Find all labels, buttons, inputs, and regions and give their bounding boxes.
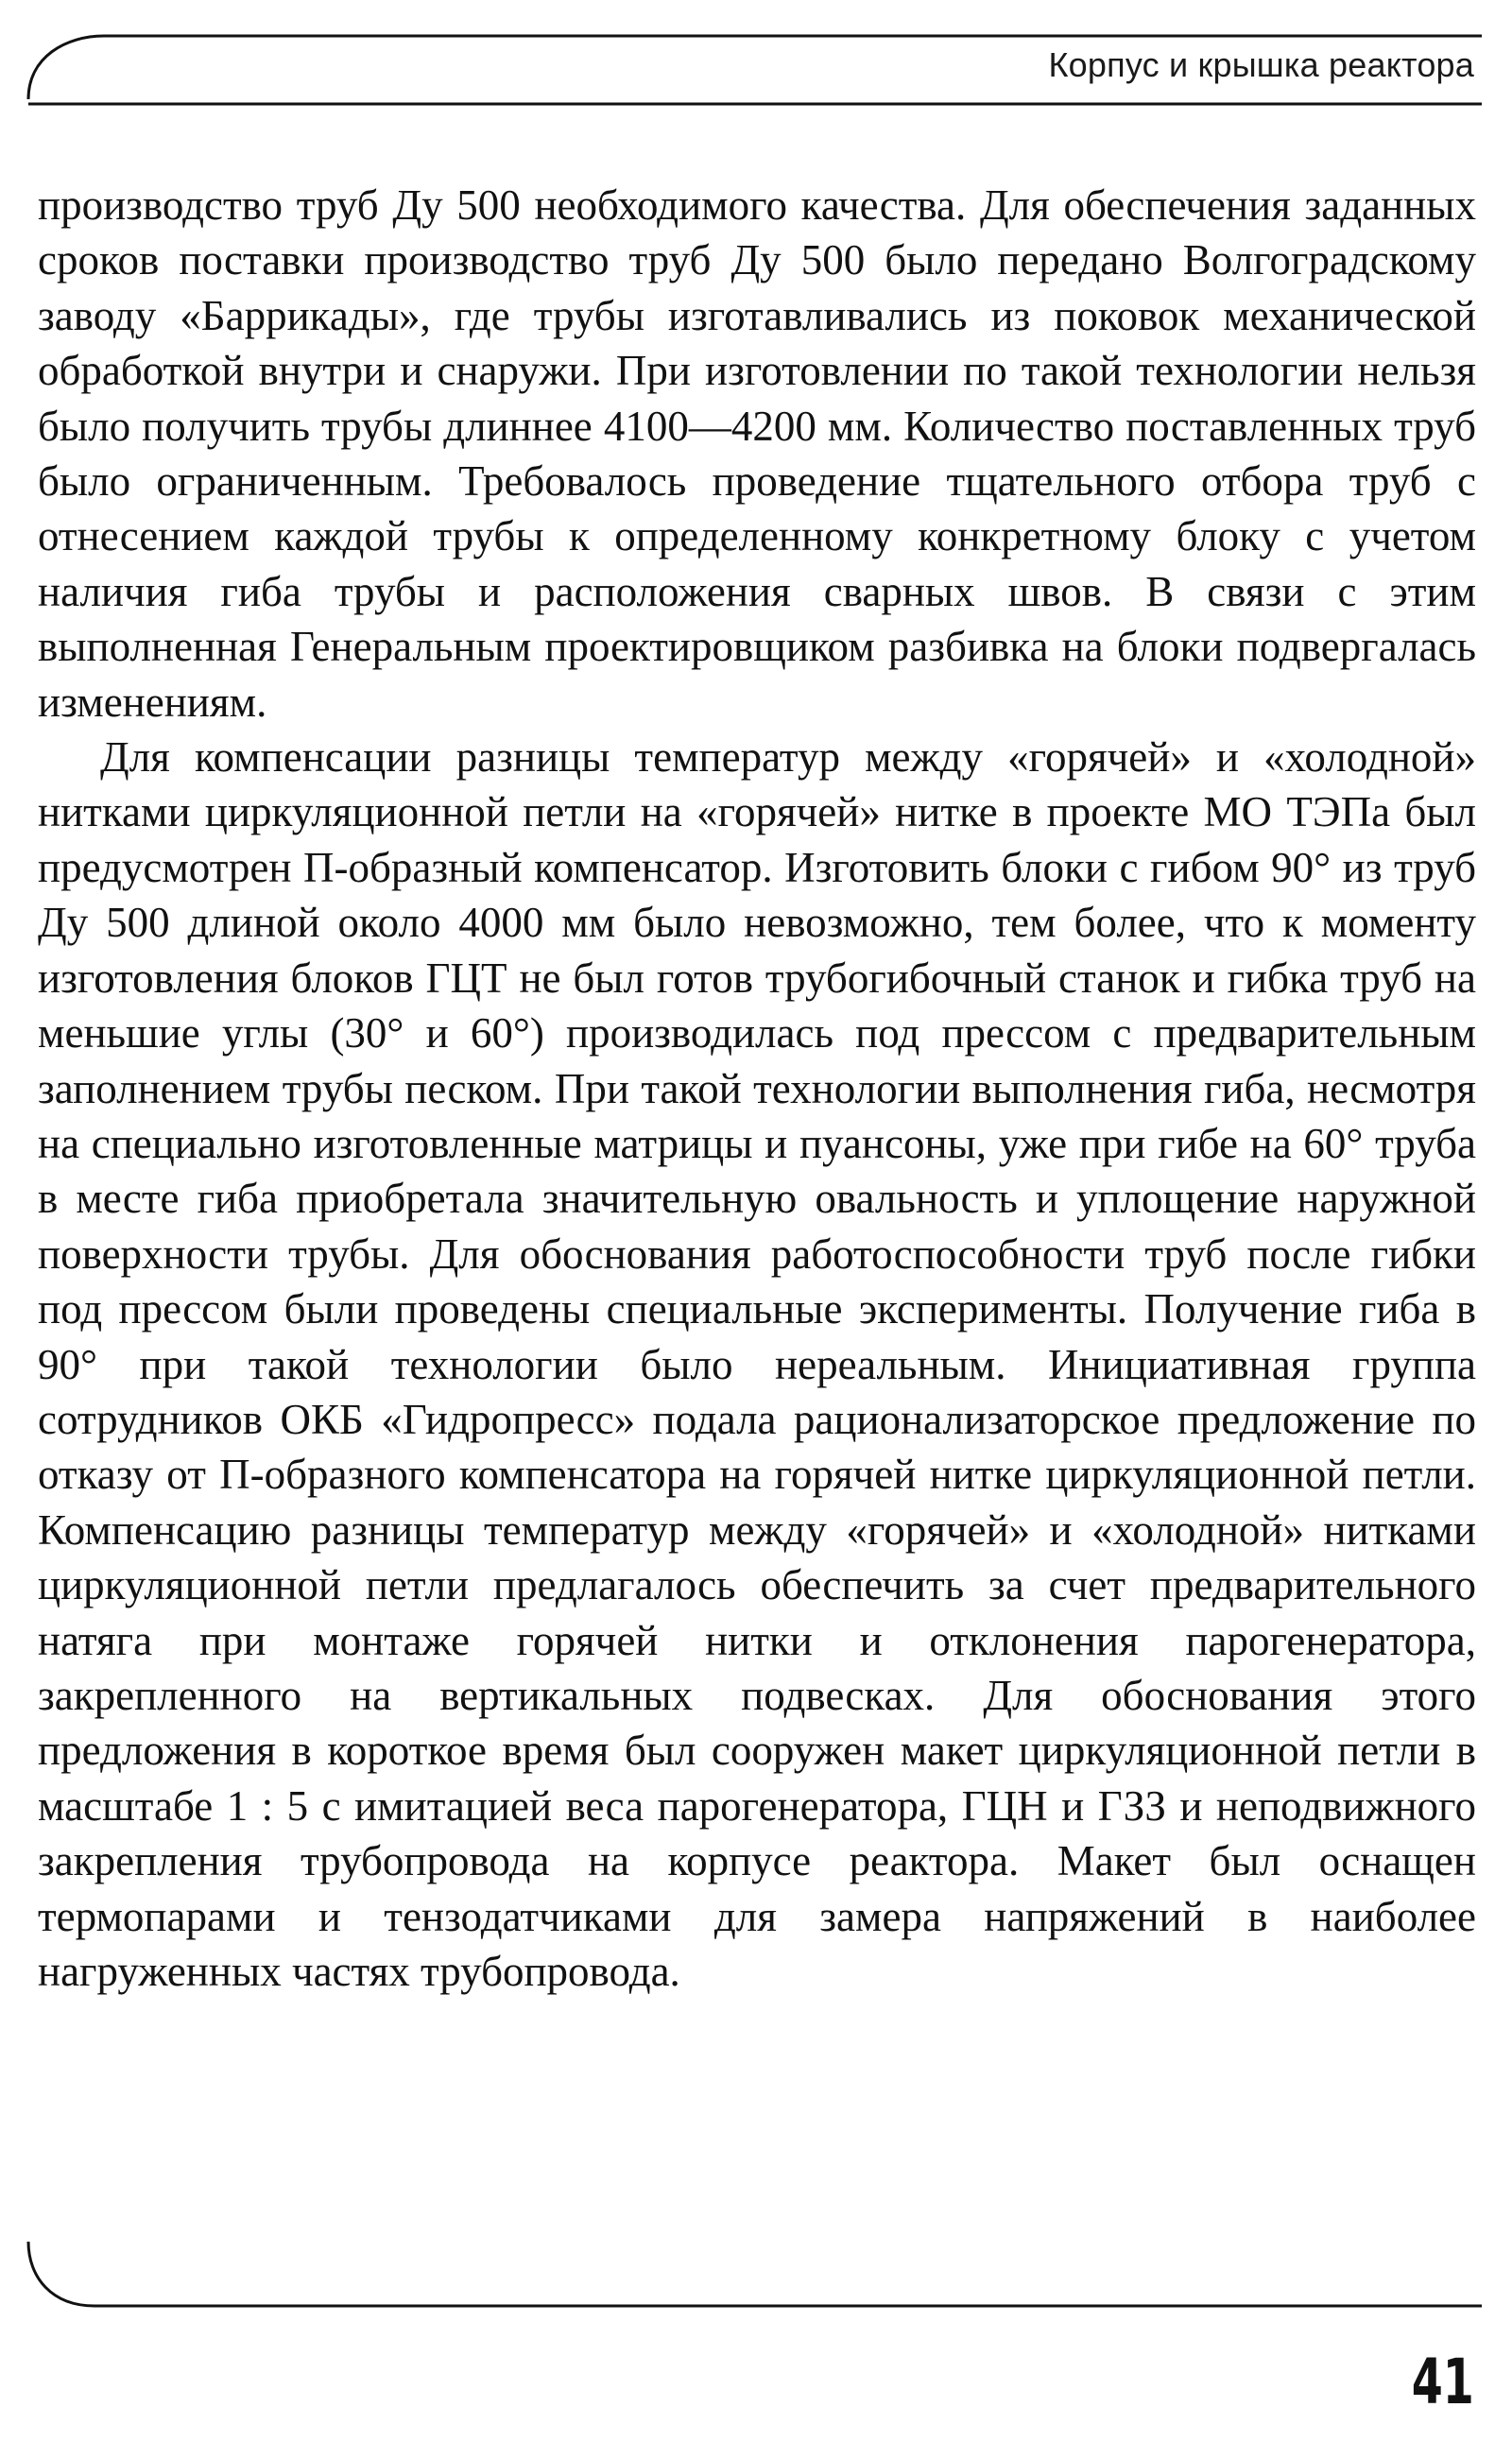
paragraph-compensator: Для компенсации разницы температур между «горячей» и «холодной» нитками циркуляционной петли на «горячей» нитке в проекте МО ТЭПа был предусмотрен П-образный компенсатор. Изготовить блоки с гибом 90° из труб Ду 500 длиной около 4000 мм было невозможно, тем более, что к моменту изготовления блоков ГЦТ не был готов трубогибочный станок и гибка труб на меньшие углы (30° и 60°) производилась под прессом с предварительным заполнением трубы песком. При такой технологии выполнения гиба, несмотря на специально изготовленные матрицы и пуансоны, уже при гибе на 60° труба в месте гиба приобретала значительную овальность и уплощение наружной поверхности трубы. Для обоснования работоспособности труб после гибки под прессом были проведены специальные эксперименты. Получение гиба в 90° при такой технологии было нереальным. Инициативная группа сотрудников ОКБ «Гидропресс» подала рационализаторское предложение по отказу от П-образного компенсатора на горячей нитке циркуляционной петли. Компенсацию разницы температур между «горячей» и «холодной» нитками циркуляционной петли предлагалось обеспечить за счет предварительного натяга при монтаже горячей нитки и отклонения парогенератора, закрепленного на вертикальных подвесках. Для обоснования этого предложения в короткое время был сооружен макет циркуляционной петли в масштабе 1 : 5 с имитацией веса парогенератора, ГЦН и ГЗЗ и неподвижного закрепления трубопровода на корпусе реактора. Макет был оснащен термопарами и тензодатчиками для замера напряжений в наиболее нагруженных частях трубопровода. — [38, 733, 1476, 1995]
running-header: Корпус и крышка реактора — [1048, 45, 1474, 84]
page-number: 41 — [1411, 2346, 1474, 2418]
footer-rule — [0, 2240, 1512, 2315]
page-body — [38, 178, 1476, 1999]
paragraph-continued: производство труб Ду 500 необходимого качества. Для обеспечения заданных сроков поставки производство труб Ду 500 было передано Волгоградскому заводу «Баррикады», где трубы изготавливались из поковок механической обработкой внутри и снаружи. При изготовлении по такой технологии нельзя было получить трубы длиннее 4100—4200 мм. Количество поставленных труб было ограниченным. Требовалось проведение тщательного отбора труб с отнесением каждой трубы к определенному конкретному блоку с учетом наличия гиба трубы и расположения сварных швов. В связи с этим выполненная Генеральным проектировщиком разбивка на блоки подвергалась изменениям. — [38, 181, 1476, 726]
